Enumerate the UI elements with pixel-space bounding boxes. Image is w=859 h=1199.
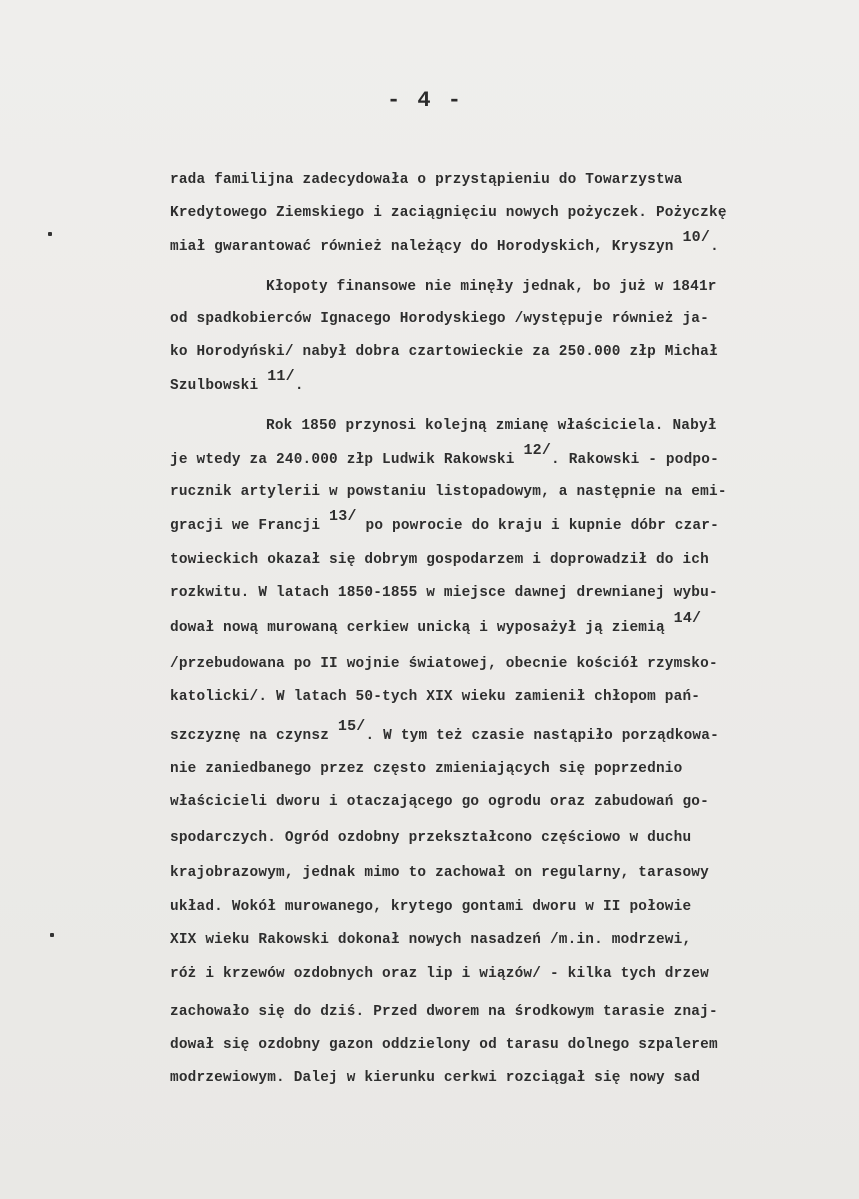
text-line: [170, 830, 691, 846]
text-line: [266, 418, 717, 434]
text-segment: dował się ozdobny gazon oddzielony od tarasu dolnego szpalerem: [170, 1037, 718, 1053]
text-segment: XIX wieku Rakowski dokonał nowych nasadzeń /m.in. modrzewi,: [170, 932, 692, 948]
text-segment: rada familijna zadecydowała o przystąpieniu do Towarzystwa: [170, 172, 683, 188]
text-line: [170, 344, 718, 360]
text-segment: ko Horodyński/ nabył dobra czartowieckie za 250.000 złp Michał: [170, 344, 718, 360]
text-line: [266, 279, 717, 295]
text-line: [170, 899, 691, 915]
margin-mark: [48, 232, 52, 236]
footnote-marker: 11/: [267, 368, 295, 385]
text-line: [170, 794, 709, 810]
text-segment: spodarczych. Ogród ozdobny przekształcono częściowo w duchu: [170, 830, 692, 846]
text-line: [170, 508, 719, 534]
text-line: [170, 865, 709, 881]
text-line: [170, 932, 691, 948]
text-segment: szczyznę na czynsz: [170, 728, 338, 744]
text-segment: dował nową murowaną cerkiew unicką i wyposażył ją ziemią: [170, 620, 674, 636]
text-segment: rozkwitu. W latach 1850-1855 w miejsce dawnej drewnianej wybu-: [170, 585, 718, 601]
text-segment: . Rakowski - podpo-: [551, 452, 719, 468]
text-line: [170, 368, 304, 394]
text-line: [170, 610, 702, 636]
footnote-marker: 13/: [329, 508, 357, 525]
text-line: [170, 761, 682, 777]
text-segment: modrzewiowym. Dalej w kierunku cerkwi rozciągał się nowy sad: [170, 1070, 701, 1086]
text-line: [170, 172, 682, 188]
page-number: - 4 -: [386, 88, 463, 113]
margin-mark: [50, 933, 54, 937]
text-line: [170, 718, 719, 744]
footnote-marker: 12/: [523, 442, 552, 459]
text-segment: róż i krzewów ozdobnych oraz lip i wiązów/ - kilka tych drzew: [170, 966, 709, 982]
text-line: [170, 552, 709, 568]
text-segment: je wtedy za 240.000 złp Ludwik Rakowski: [170, 452, 524, 468]
text-line: [170, 689, 700, 705]
text-line: [170, 442, 719, 468]
text-line: [170, 205, 727, 221]
text-segment: katolicki/. W latach 50-tych XIX wieku zamienił chłopom pań-: [170, 689, 701, 705]
text-segment: . W tym też czasie nastąpiło porządkowa-: [365, 728, 719, 744]
text-line: [170, 966, 709, 982]
footnote-marker: 10/: [682, 229, 711, 246]
text-line: [170, 1070, 700, 1086]
text-segment: krajobrazowym, jednak mimo to zachował on regularny, tarasowy: [170, 865, 709, 881]
text-segment: .: [294, 378, 304, 394]
text-line: [170, 1037, 718, 1053]
text-segment: gracji we Francji: [170, 518, 330, 534]
text-segment: od spadkobierców Ignacego Horodyskiego /występuje również ja-: [170, 311, 709, 327]
text-segment: rucznik artylerii w powstaniu listopadowym, a następnie na emi-: [170, 484, 727, 500]
text-segment: nie zaniedbanego przez często zmieniających się poprzednio: [170, 761, 683, 777]
text-line: [170, 585, 718, 601]
text-segment: właścicieli dworu i otaczającego go ogrodu oraz zabudowań go-: [170, 794, 709, 810]
text-segment: Kredytowego Ziemskiego i zaciągnięciu nowych pożyczek. Pożyczkę: [170, 205, 727, 221]
text-line: [170, 656, 718, 672]
text-segment: /przebudowana po II wojnie światowej, obecnie kościół rzymsko-: [170, 656, 718, 672]
text-segment: miał gwarantować również należący do Horodyskich, Kryszyn: [170, 239, 683, 255]
footnote-marker: 14/: [673, 610, 702, 627]
text-line: [170, 311, 709, 327]
text-segment: układ. Wokół murowanego, krytego gontami dworu w II połowie: [170, 899, 692, 915]
text-segment: towieckich okazał się dobrym gospodarzem i doprowadził do ich: [170, 552, 709, 568]
text-segment: Kłopoty finansowe nie minęły jednak, bo już w 1841r: [266, 279, 717, 295]
text-segment: .: [710, 239, 719, 255]
text-line: [170, 229, 719, 255]
text-segment: po powrocie do kraju i kupnie dóbr czar-: [356, 518, 719, 534]
footnote-marker: 15/: [337, 718, 366, 735]
text-line: [170, 1004, 718, 1020]
text-segment: zachowało się do dziś. Przed dworem na środkowym tarasie znaj-: [170, 1004, 718, 1020]
text-segment: Rok 1850 przynosi kolejną zmianę właściciela. Nabył: [266, 418, 717, 434]
text-line: [170, 484, 727, 500]
text-segment: Szulbowski: [170, 378, 268, 394]
